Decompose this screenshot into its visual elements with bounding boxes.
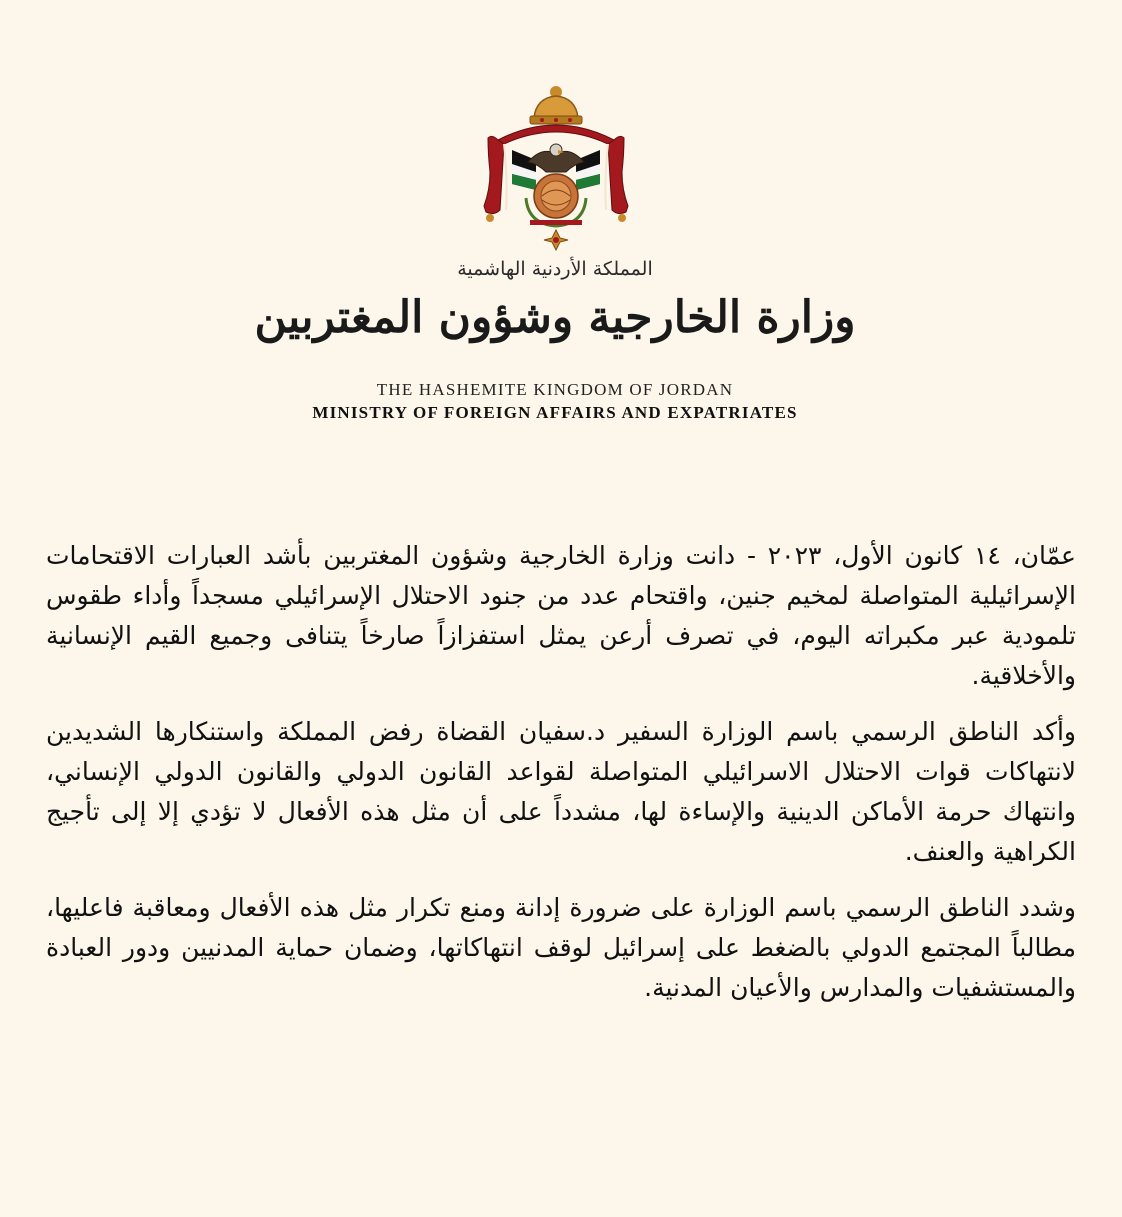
arabic-ministry-name: وزارة الخارجية وشؤون المغتربين: [254, 292, 856, 343]
statement-paragraph: وشدد الناطق الرسمي باسم الوزارة على ضرورة إدانة ومنع تكرار مثل هذه الأفعال ومعاقبة فاعليها، مطالباً المجتمع الدولي بالضغط على إسرائيل لوقف انتهاكاتها، وضمان حماية المدنيين ودور العبادة والمستشفيات والمدارس والأعيان المدنية.: [46, 893, 1076, 1002]
statement-body: [46, 536, 1076, 1024]
hashemite-coat-of-arms-icon: [478, 80, 634, 256]
globe-shield-icon: [534, 174, 578, 218]
order-star-icon: [544, 230, 568, 250]
crown-icon: [530, 86, 582, 124]
arabic-kingdom-name: المملكة الأردنية الهاشمية: [457, 258, 653, 280]
eagle-icon: [528, 144, 584, 172]
statement-paragraph: وأكد الناطق الرسمي باسم الوزارة السفير د.سفيان القضاة رفض المملكة واستنكارها الشديدين لانتهاكات قوات الاحتلال الاسرائيلي المتواصلة لقواعد القانون الدولي والقانون الدولي الإنساني، وانتهاك حرمة الأماكن الدينية والإساءة لها، مشدداً على أن مثل هذه الأفعال لا تؤدي إلا إلى تأجيج الكراهية والعنف.: [46, 717, 1076, 866]
english-ministry-name: MINISTRY OF FOREIGN AFFAIRS AND EXPATRIATES: [312, 403, 798, 422]
statement-paragraph: عمّان، ١٤ كانون الأول، ٢٠٢٣ - دانت وزارة الخارجية وشؤون المغتربين بأشد العبارات الاقتحامات الإسرائيلية المتواصلة لمخيم جنين، واقتحام عدد من جنود الاحتلال الإسرائيلي مسجداً وأداء طقوس تلمودية عبر مكبراته اليوم، في تصرف أرعن يمثل استفزازاً صارخاً يتنافى وجميع القيم الإنسانية والأخلاقية.: [46, 541, 1076, 690]
english-kingdom-name: THE HASHEMITE KINGDOM OF JORDAN: [376, 380, 734, 399]
